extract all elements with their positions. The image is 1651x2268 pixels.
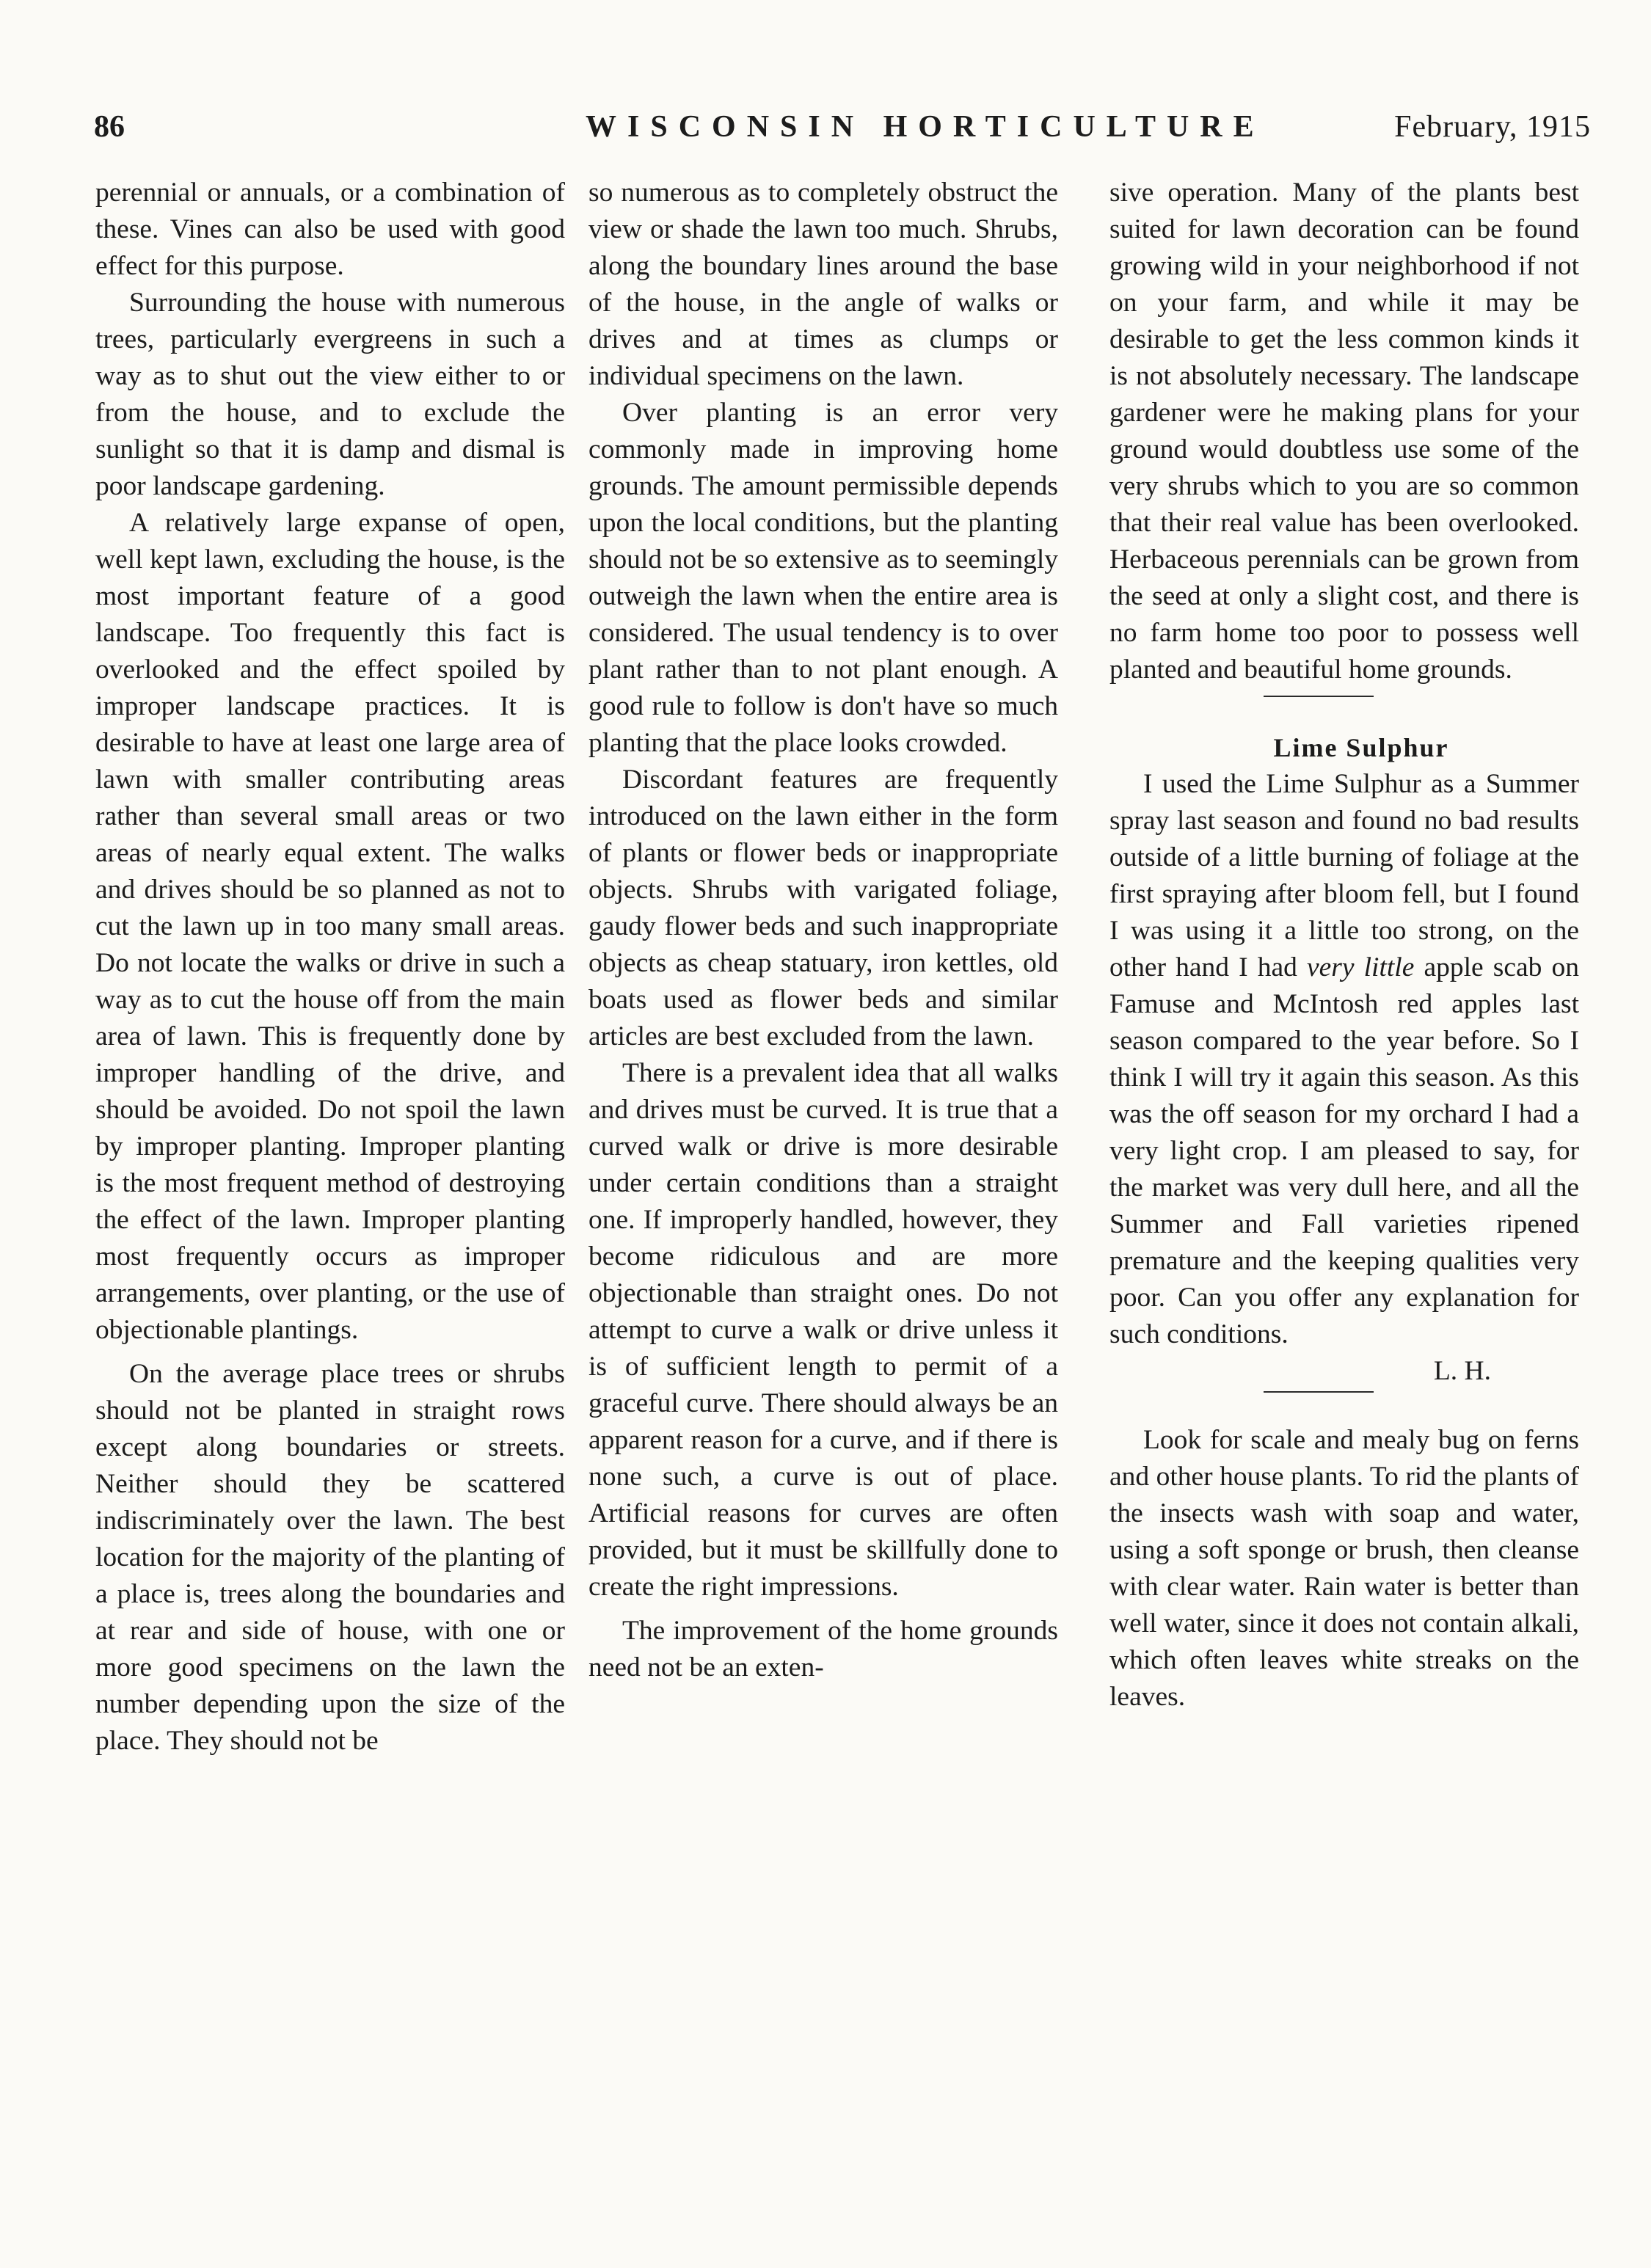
paragraph: Discordant features are frequently introduced on the lawn either in the form of plants or flower beds or inappropriate objects. Shrubs with varigated foliage, gaudy flower beds and such inappropriate objects as cheap statuary, iron kettles, old boats used as flower beds and similar articles are best excluded from the lawn.	[588, 765, 1058, 1051]
text-column-2	[588, 175, 1058, 1686]
signature: L. H.	[1433, 1356, 1491, 1386]
page-number: 86	[94, 110, 125, 144]
section-title: Lime Sulphur	[1273, 733, 1449, 762]
paragraph: On the average place trees or shrubs should not be planted in straight rows except along boundaries or streets. Neither should they be scattered indiscriminately over the lawn. The best location for the majority of the planting of a place is, trees along the boundaries and at rear and side of house, with one or more good specimens on the lawn the number depending upon the size of the place. They should not be	[95, 1359, 565, 1756]
page-header	[94, 101, 1591, 153]
paragraph: so numerous as to completely obstruct the view or shade the lawn too much. Shrubs, along the boundary lines around the base of the house, in the angle of walks or drives and at times as clumps or individual specimens on the lawn.	[588, 178, 1058, 391]
note-paragraph: Look for scale and mealy bug on ferns and other house plants. To rid the plants of the insects wash with soap and water, using a soft sponge or brush, then cleanse with clear water. Rain water is better than well water, since it does not contain alkali, which often leaves white streaks on the leaves.	[1109, 1425, 1579, 1712]
divider	[1264, 1391, 1374, 1393]
paragraph: Surrounding the house with numerous trees, particularly evergreens in such a way as to shut out the view either to or from the house, and to exclude the sunlight so that it is damp and dismal is poor landscape gardening.	[95, 288, 565, 501]
paragraph: The improvement of the home grounds need not be an exten-	[588, 1616, 1058, 1682]
text-column-1	[95, 175, 565, 1760]
paragraph: perennial or annuals, or a combination of these. Vines can also be used with good effect for this purpose.	[95, 178, 565, 281]
divider	[1264, 696, 1374, 697]
letter-text-end: apple scab on Famuse and McIntosh red apples last season compared to the year before. So I think I will try it again this season. As this was the off season for my orchard I had a very light crop. I am pleased to say, for the market was very dull here, and all the Summer and Fall varieties ripened premature and the keeping qualities very poor. Can you offer any explanation for such conditions.	[1109, 952, 1580, 1349]
paragraph: sive operation. Many of the plants best suited for lawn decoration can be found growing wild in your neighborhood if not on your farm, and while it may be desirable to get the less common kinds it is not absolutely necessary. The landscape gardener were he making plans for your ground would doubtless use some of the very shrubs which to you are so common that their real value has been overlooked. Herbaceous perennials can be grown from the seed at only a slight cost, and there is no farm home too poor to possess well planted and beautiful home grounds.	[1109, 178, 1579, 685]
paragraph: Over planting is an error very commonly made in improving home grounds. The amount permissible depends upon the local conditions, but the planting should not be so extensive as to seemingly outweigh the lawn when the entire area is considered. The usual tendency is to over plant rather than to not plant enough. A good rule to follow is don't have so much planting that the place looks crowded.	[588, 398, 1058, 758]
letter-paragraph	[1109, 766, 1579, 1353]
paragraph: There is a prevalent idea that all walks and drives must be curved. It is true that a curved walk or drive is more desirable under certain conditions than a straight one. If improperly handled, however, they become ridiculous and are more objectionable than straight ones. Do not attempt to curve a walk or drive unless it is of sufficient length to permit of a graceful curve. There should always be an apparent reason for a curve, and if there is none such, a curve is out of place. Artificial reasons for curves are often provided, but it must be skillfully done to create the right impressions.	[588, 1058, 1058, 1602]
paragraph: A relatively large expanse of open, well kept lawn, excluding the house, is the most important feature of a good landscape. Too frequently this fact is overlooked and the effect spoiled by improper landscape practices. It is desirable to have at least one large area of lawn with smaller contributing areas rather than several small areas or two areas of nearly equal extent. The walks and drives should be so planned as not to cut the lawn up in too many small areas. Do not locate the walks or drive in such a way as to cut the house off from the main area of lawn. This is frequently done by improper handling of the drive, and should be avoided. Do not spoil the lawn by improper planting. Improper planting is the most frequent method of destroying the effect of the lawn. Improper planting most frequently occurs as improper arrangements, over planting, or the use of objectionable plantings.	[95, 508, 565, 1345]
letter-emphasis: very little	[1307, 952, 1415, 982]
issue-date: February, 1915	[1394, 110, 1591, 144]
text-column-3	[1109, 175, 1579, 1715]
publication-title: WISCONSIN HORTICULTURE	[586, 110, 1265, 144]
letter-text-start: I used the Lime Sulphur as a Summer spray last season and found no bad results outside of a little burning of foliage at the first spraying after bloom fell, but I found I was using it a little too strong, on the other hand I had	[1109, 769, 1579, 982]
